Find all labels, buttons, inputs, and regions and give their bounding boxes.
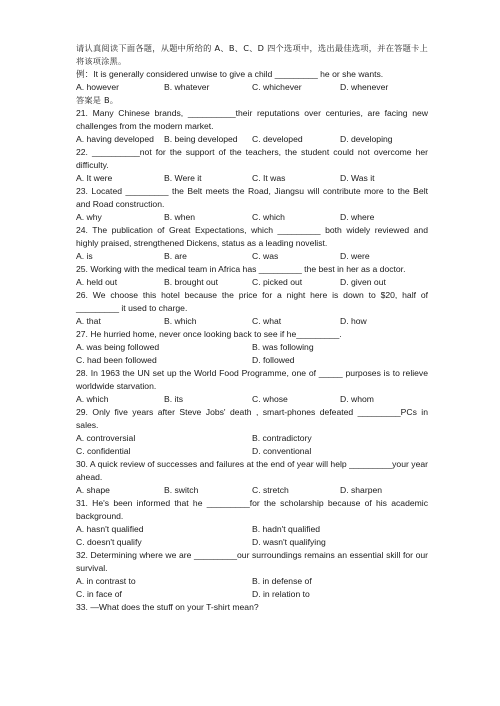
option-d[interactable]: D. Was it <box>340 173 375 183</box>
option-b[interactable]: B. when <box>164 212 196 222</box>
example-option-c[interactable]: C. whichever <box>252 82 302 92</box>
option-c[interactable]: C. stretch <box>252 485 289 495</box>
question-options <box>76 575 428 588</box>
option-a[interactable]: A. having developed <box>76 134 154 144</box>
option-a[interactable]: A. shape <box>76 485 110 495</box>
question-options <box>76 432 428 445</box>
question-options <box>76 172 428 185</box>
option-d[interactable]: D. followed <box>252 355 295 365</box>
exam-page <box>76 42 428 614</box>
option-b[interactable]: B. in defense of <box>252 576 312 586</box>
question-stem: 28. In 1963 the UN set up the World Food Programme, one of _____ purposes is to relieve worldwide starvation. <box>76 368 428 391</box>
question-options <box>76 393 428 406</box>
example-option-d[interactable]: D. whenever <box>340 82 389 92</box>
question-options <box>76 536 428 549</box>
option-b[interactable]: B. was following <box>252 342 314 352</box>
option-a[interactable]: A. in contrast to <box>76 576 136 586</box>
option-d[interactable]: D. were <box>340 251 370 261</box>
option-d[interactable]: D. wasn't qualifying <box>252 537 326 547</box>
option-a[interactable]: A. that <box>76 316 101 326</box>
option-b[interactable]: B. Were it <box>164 173 202 183</box>
option-a[interactable]: A. controversial <box>76 433 136 443</box>
option-c[interactable]: C. It was <box>252 173 286 183</box>
question-stem: 26. We choose this hotel because the price for a night here is down to $20, half of _________ it used to charge. <box>76 290 428 313</box>
option-a[interactable]: A. hasn't qualified <box>76 524 144 534</box>
option-a[interactable]: A. is <box>76 251 93 261</box>
question-stem: 21. Many Chinese brands, __________their reputations over centuries, are facing new challenges from the modern market. <box>76 108 428 131</box>
instructions: 请认真阅读下面各题，从题中所给的 A、B、C、D 四个选项中，选出最佳选项，并在答题卡上将该项涂黑。 <box>76 43 428 66</box>
option-d[interactable]: D. developing <box>340 134 393 144</box>
question-stem: 29. Only five years after Steve Jobs' death , smart-phones defeated _________PCs in sales. <box>76 407 428 430</box>
option-c[interactable]: C. was <box>252 251 279 261</box>
question-stem: 33. —What does the stuff on your T-shirt mean? <box>76 602 259 612</box>
option-a[interactable]: A. held out <box>76 277 118 287</box>
option-a[interactable]: A. why <box>76 212 102 222</box>
question-stem: 32. Determining where we are _________our surroundings remains an essential skill for our survival. <box>76 550 428 573</box>
option-b[interactable]: B. which <box>164 316 197 326</box>
question-options <box>76 133 428 146</box>
example-options <box>76 81 428 94</box>
option-b[interactable]: B. are <box>164 251 187 261</box>
option-b[interactable]: B. hadn't qualified <box>252 524 321 534</box>
option-b[interactable]: B. contradictory <box>252 433 312 443</box>
option-d[interactable]: D. how <box>340 316 367 326</box>
question-options <box>76 445 428 458</box>
example-prefix: 例： <box>76 69 94 79</box>
question-list <box>76 107 428 614</box>
option-c[interactable]: C. confidential <box>76 446 131 456</box>
question-stem: 22. __________not for the support of the teachers, the student could not overcome her difficulty. <box>76 147 428 170</box>
option-b[interactable]: B. brought out <box>164 277 218 287</box>
option-d[interactable]: D. sharpen <box>340 485 383 495</box>
option-d[interactable]: D. conventional <box>252 446 312 456</box>
question-options <box>76 484 428 497</box>
example-option-b[interactable]: B. whatever <box>164 82 210 92</box>
question-stem: 24. The publication of Great Expectations, which _________ both widely reviewed and highly praised, strengthened Dickens, status as a leading novelist. <box>76 225 428 248</box>
question-stem: 27. He hurried home, never once looking back to see if he_________. <box>76 329 342 339</box>
example-answer: 答案是 B。 <box>76 95 119 105</box>
option-d[interactable]: D. whom <box>340 394 374 404</box>
option-c[interactable]: C. developed <box>252 134 303 144</box>
option-c[interactable]: C. what <box>252 316 282 326</box>
option-b[interactable]: B. its <box>164 394 184 404</box>
option-c[interactable]: C. picked out <box>252 277 303 287</box>
question-options <box>76 341 428 354</box>
option-d[interactable]: D. in relation to <box>252 589 310 599</box>
question-options <box>76 315 428 328</box>
question-options <box>76 250 428 263</box>
question-stem: 31. He's been informed that he _________for the scholarship because of his academic background. <box>76 498 428 521</box>
question-options <box>76 276 428 289</box>
option-b[interactable]: B. switch <box>164 485 199 495</box>
example-stem-text: It is generally considered unwise to give a child _________ he or she wants. <box>93 69 384 79</box>
option-c[interactable]: C. in face of <box>76 589 122 599</box>
option-c[interactable]: C. which <box>252 212 285 222</box>
example-stem <box>76 68 428 81</box>
option-a[interactable]: A. which <box>76 394 109 404</box>
option-d[interactable]: D. where <box>340 212 375 222</box>
question-options <box>76 211 428 224</box>
option-a[interactable]: A. It were <box>76 173 113 183</box>
question-options <box>76 523 428 536</box>
option-c[interactable]: C. had been followed <box>76 355 157 365</box>
option-c[interactable]: C. doesn't qualify <box>76 537 142 547</box>
example-option-a[interactable]: A. however <box>76 82 119 92</box>
option-a[interactable]: A. was being followed <box>76 342 160 352</box>
option-b[interactable]: B. being developed <box>164 134 238 144</box>
option-c[interactable]: C. whose <box>252 394 288 404</box>
option-d[interactable]: D. given out <box>340 277 386 287</box>
question-stem: 30. A quick review of successes and failures at the end of year will help _________your year ahead. <box>76 459 428 482</box>
question-options <box>76 354 428 367</box>
question-stem: 25. Working with the medical team in Africa has _________ the best in her as a doctor. <box>76 264 406 274</box>
question-stem: 23. Located _________ the Belt meets the Road, Jiangsu will contribute more to the Belt and Road construction. <box>76 186 428 209</box>
question-options <box>76 588 428 601</box>
